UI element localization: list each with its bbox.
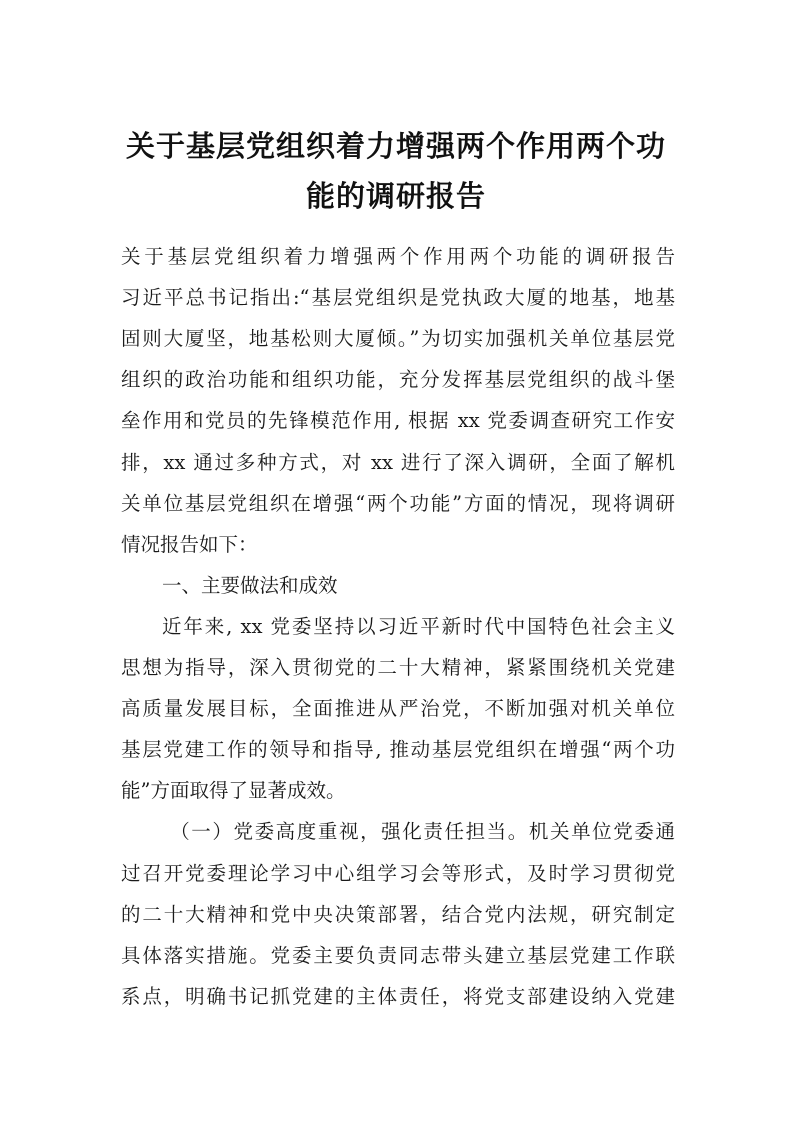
paragraph-line: 固则大厦坚，地基松则大厦倾。”为切实加强机关单位基层党 (121, 327, 675, 351)
paragraph-line: 习近平总书记指出:“基层党组织是党执政大厦的地基，地基 (121, 286, 675, 310)
paragraph-line: 排，xx 通过多种方式，对 xx 进行了深入调研，全面了解机 (121, 450, 675, 474)
paragraph-line: 关于基层党组织着力增强两个作用两个功能的调研报告 (121, 245, 675, 268)
paragraph-line: 高质量发展目标，全面推进从严治党，不断加强对机关单位 (121, 697, 675, 721)
paragraph-line: 过召开党委理论学习中心组学习会等形式，及时学习贯彻党 (121, 861, 675, 885)
paragraph-line: 近年来, xx 党委坚持以习近平新时代中国特色社会主义 (162, 614, 675, 638)
paragraph-line: 情况报告如下： (121, 532, 258, 556)
title-line-2: 能的调研报告 (305, 179, 486, 213)
paragraph-line: 垒作用和党员的先锋模范作用, 根据 xx 党委调查研究工作安 (121, 409, 675, 433)
paragraph-line: 一、主要做法和成效 (162, 573, 338, 597)
paragraph-line: 组织的政治功能和组织功能，充分发挥基层党组织的战斗堡 (121, 368, 675, 392)
paragraph-line: 能”方面取得了显著成效。 (121, 779, 346, 803)
paragraph-line: （一）党委高度重视，强化责任担当。机关单位党委通 (170, 820, 675, 844)
paragraph-line: 系点，明确书记抓党建的主体责任，将党支部建设纳入党建 (121, 984, 675, 1008)
paragraph-line: 基层党建工作的领导和指导, 推动基层党组织在增强“两个功 (121, 738, 675, 762)
paragraph-line: 关单位基层党组织在增强“两个功能”方面的情况，现将调研 (121, 491, 675, 515)
paragraph-line: 思想为指导，深入贯彻党的二十大精神，紧紧围绕机关党建 (121, 656, 675, 679)
title-line-1: 关于基层党组织着力增强两个作用两个功 (125, 129, 666, 163)
paragraph-line: 具体落实措施。党委主要负责同志带头建立基层党建工作联 (121, 943, 675, 967)
document-title (118, 121, 674, 221)
paragraph-line: 的二十大精神和党中央决策部署，结合党内法规，研究制定 (121, 902, 675, 926)
